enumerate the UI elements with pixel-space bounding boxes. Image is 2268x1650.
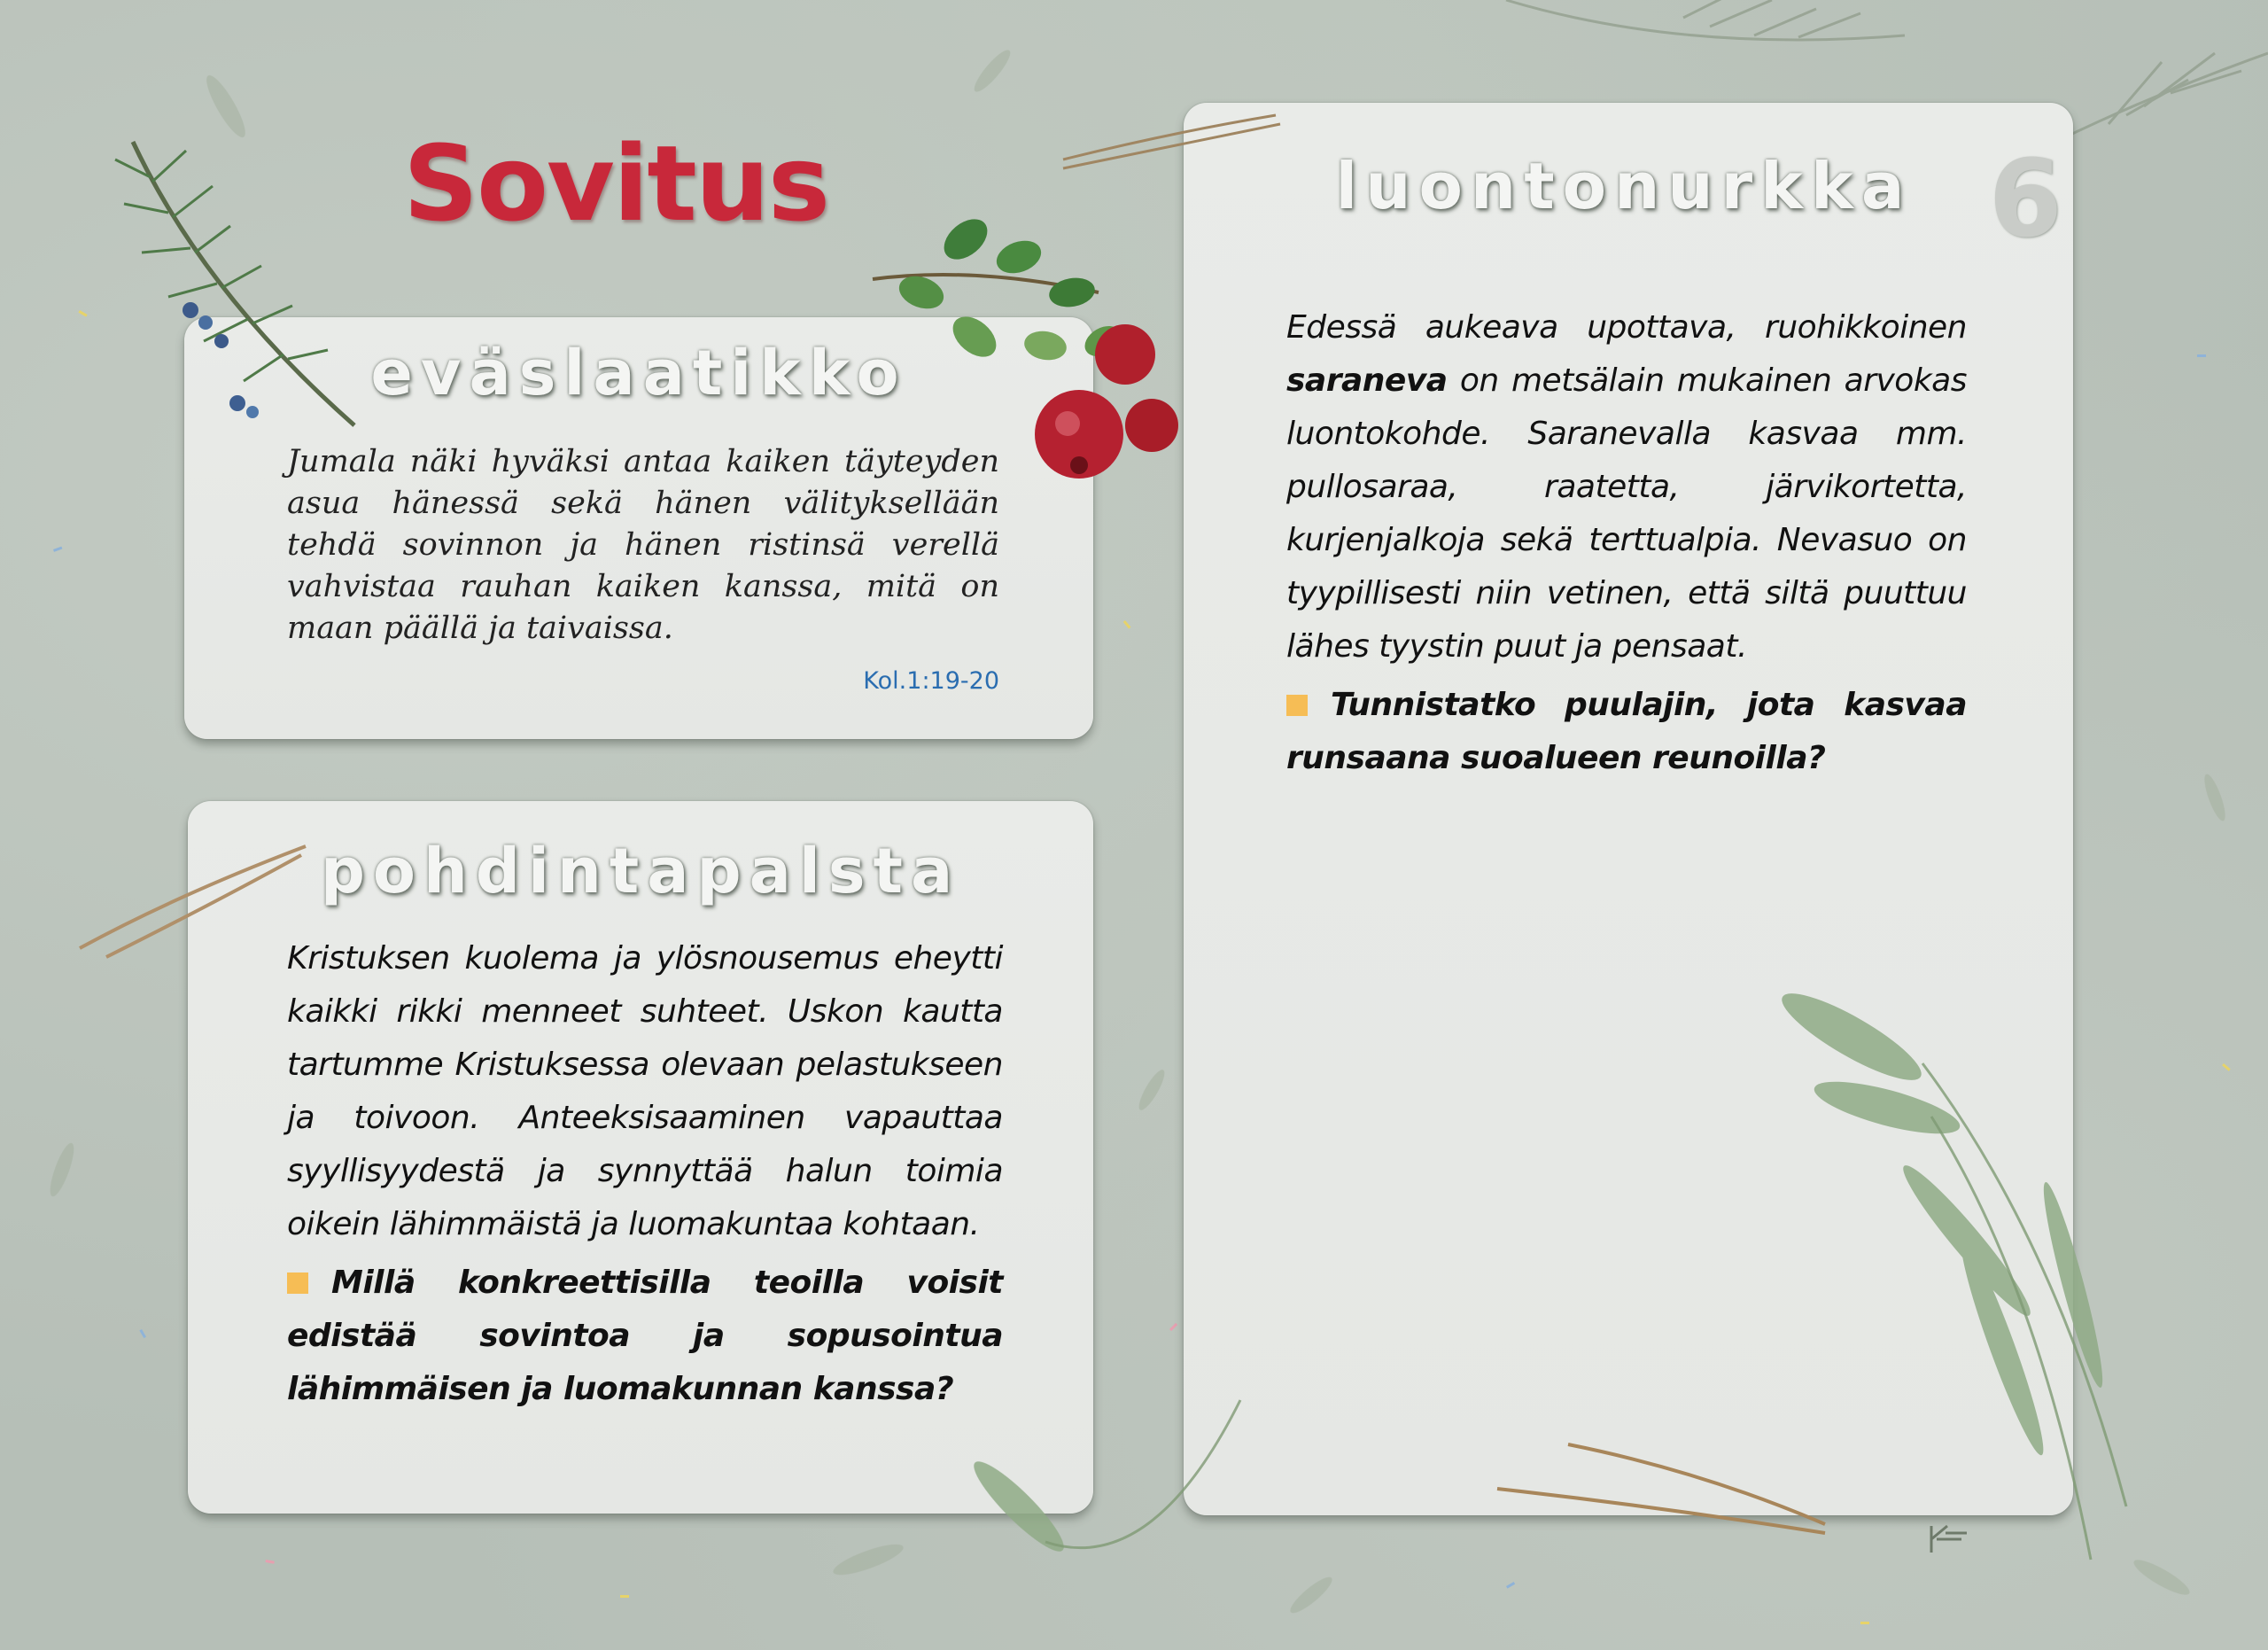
pohdintapalsta-heading: pohdintapalsta (320, 835, 961, 907)
lingonberry-sprig-icon (873, 211, 1178, 479)
artist-signature-icon (1931, 1526, 1967, 1553)
pohdintapalsta-question: Millä konkreettisilla teoilla voisit edistää sovintoa ja sopusointua lähimmäisen ja luomakunnan kanssa? (287, 1265, 1003, 1407)
juniper-branch-icon (115, 142, 354, 425)
luontonurkka-text-after: on metsälain mukainen arvokas luontokohde. Saranevalla kasvaa mm. pullosaraa, raatetta, järvikortetta, kurjenjalkoja sekä terttualpia. Nevasuo on tyypillisesti niin vetinen, että siltä puuttuu lähes tyystin puut ja pensaat. (1286, 362, 1967, 665)
luontonurkka-question: Tunnistatko puulajin, jota kasvaa runsaana suoalueen reunoilla? (1286, 687, 1967, 776)
pine-needle-icon (80, 846, 306, 957)
evaslaatikko-heading: eväslaatikko (370, 337, 907, 409)
luontonurkka-text-before: Edessä aukeava upottava, ruohikkoinen (1286, 309, 1967, 346)
sedge-grass-icon (965, 980, 2110, 1560)
verse-reference: Kol.1:19-20 (863, 667, 999, 695)
pine-needle-icon (1063, 115, 1280, 168)
pohdintapalsta-text: Kristuksen kuolema ja ylösnousemus eheytti kaikki rikki menneet suhteet. Uskon kautta tartumme Kristuksessa olevaan pelastukseen ja toivoon. Anteeksisaaminen vapauttaa syyllisyydestä ja synnyttää halun toimia oikein lähimmäistä ja luomakuntaa kohtaan. (287, 940, 1003, 1242)
page-title: Sovitus (403, 122, 829, 245)
luontonurkka-heading: luontonurkka (1335, 149, 1913, 223)
sedge-stems-icon (1045, 1063, 2126, 1560)
bible-verse: Jumala näki hyväksi antaa kaiken täyteyden asua hänessä sekä hänen välityksellään tehdä sovinnon ja hänen ristinsä verellä vahvistaa rauhan kaiken kanssa, mitä on maan päällä ja taivaissa. (287, 444, 999, 646)
pine-needle-icon (1497, 1444, 1825, 1533)
page-number: 6 (1988, 138, 2062, 261)
saraneva-term: saraneva (1286, 362, 1448, 399)
